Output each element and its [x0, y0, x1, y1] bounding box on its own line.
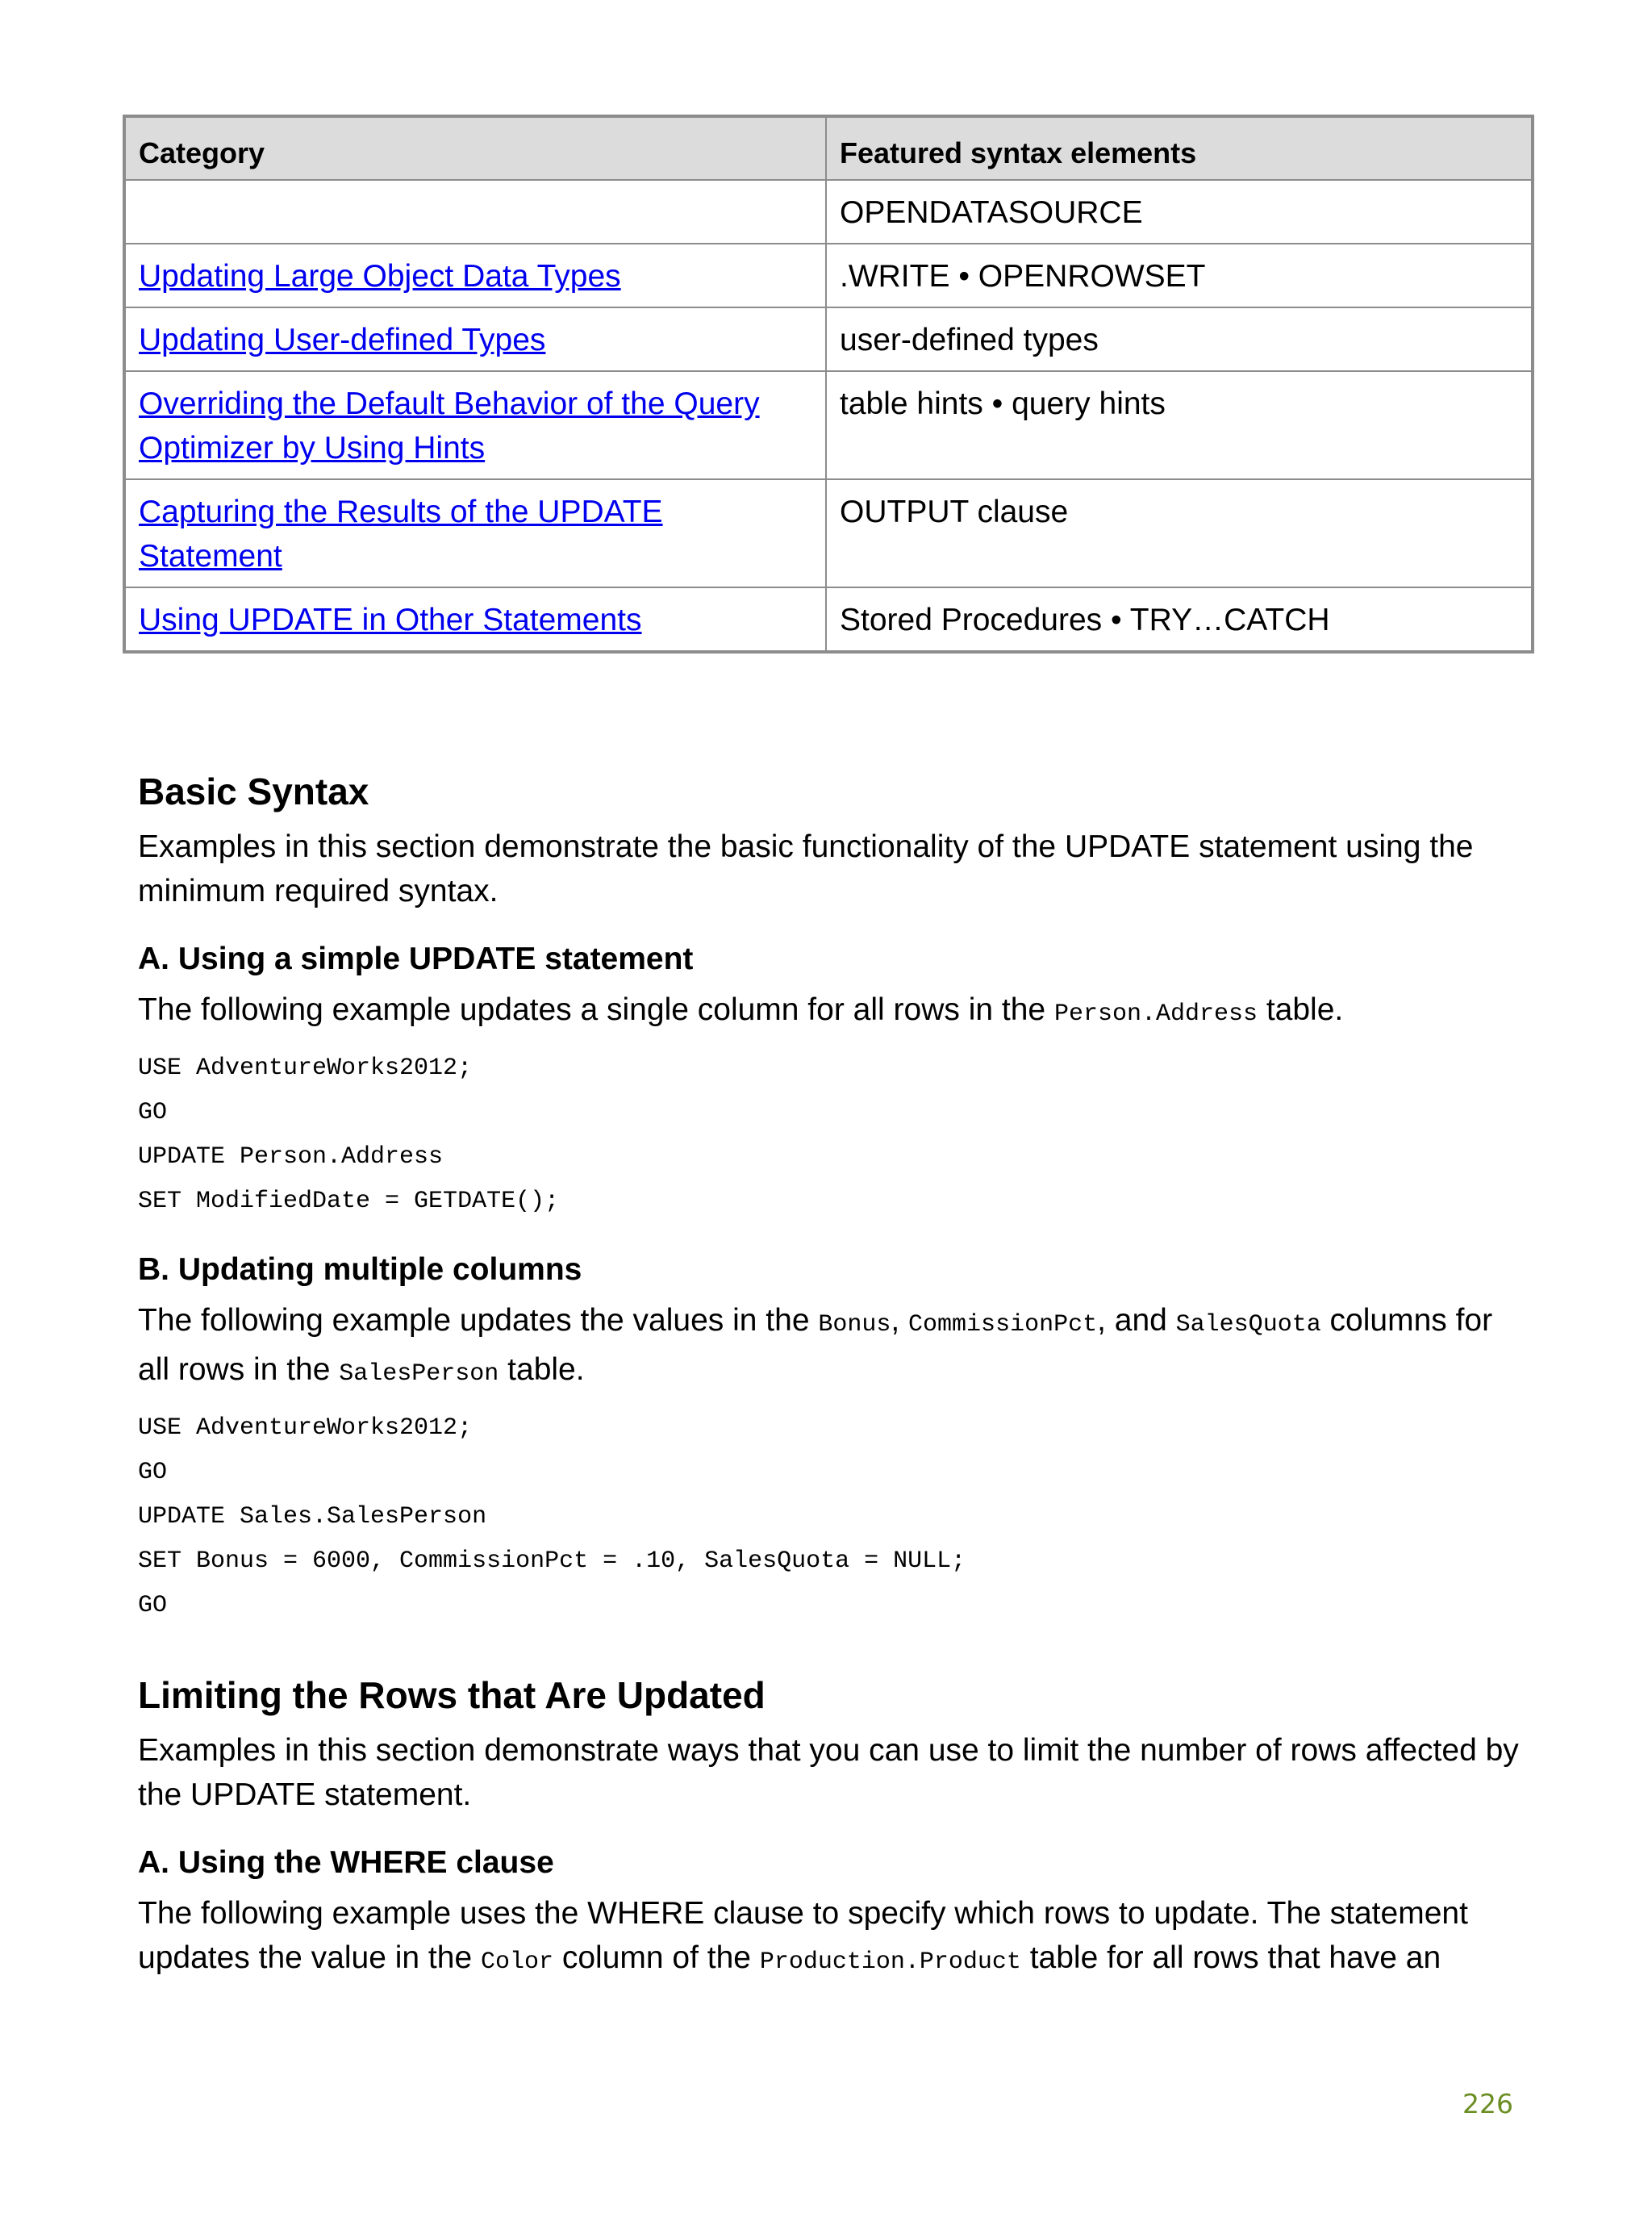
text-span: The following example updates the values in the: [138, 1303, 819, 1338]
table-cell-category: [124, 587, 826, 652]
section-intro: Examples in this section demonstrate ways that you can use to limit the number of rows affected by the UPDATE statement.: [138, 1733, 1519, 1812]
code-line: SET ModifiedDate = GETDATE();: [138, 1188, 560, 1215]
table-row: [124, 307, 1533, 371]
inline-code: SalesQuota: [1175, 1311, 1321, 1339]
table-row: [124, 371, 1533, 479]
inline-code: Production.Product: [759, 1948, 1021, 1976]
table-cell-elements: table hints • query hints: [826, 371, 1533, 479]
link-updating-lob-types[interactable]: Updating Large Object Data Types: [139, 259, 621, 294]
text-span: columns for all rows in the: [138, 1303, 1493, 1387]
link-updating-udt[interactable]: Updating User-defined Types: [139, 323, 546, 357]
table-cell-category: [124, 479, 826, 587]
inline-code: SalesPerson: [339, 1360, 499, 1388]
inline-code: CommissionPct: [908, 1311, 1098, 1339]
text-span: ,: [891, 1303, 909, 1338]
text-span: , and: [1097, 1303, 1176, 1338]
example-heading: A. Using a simple UPDATE statement: [138, 942, 694, 976]
link-capturing-results[interactable]: Capturing the Results of the UPDATE Statement: [139, 495, 663, 574]
table-cell-elements: user-defined types: [826, 307, 1533, 371]
table-cell-elements: Stored Procedures • TRY…CATCH: [826, 587, 1533, 652]
page-number: 226: [1462, 2088, 1513, 2120]
table-row: [124, 244, 1533, 307]
table-cell-elements: OUTPUT clause: [826, 479, 1533, 587]
table-row: [124, 479, 1533, 587]
table-cell-elements: OPENDATASOURCE: [826, 180, 1533, 244]
table-cell-category: [124, 180, 826, 244]
section-intro: Examples in this section demonstrate the basic functionality of the UPDATE statement using the minimum required syntax.: [138, 829, 1474, 908]
table-header-row: [124, 116, 1533, 180]
code-block: [138, 1046, 1525, 1224]
text-span: table.: [499, 1352, 585, 1387]
text-span: column of the: [553, 1940, 760, 1975]
text-span: The following example uses the WHERE clause to specify which rows to update. The statement updates the value in the: [138, 1896, 1468, 1975]
header-category: Category: [124, 116, 826, 180]
link-overriding-query-optimizer[interactable]: Overriding the Default Behavior of the Query Optimizer by Using Hints: [139, 386, 760, 466]
code-block: [138, 1406, 1525, 1628]
example-heading: B. Updating multiple columns: [138, 1252, 582, 1287]
example-description: [138, 1891, 1525, 1985]
inline-code: Bonus: [818, 1311, 891, 1339]
code-line: SET Bonus = 6000, CommissionPct = .10, SalesQuota = NULL;: [138, 1547, 966, 1575]
text-span: The following example updates a single column for all rows in the: [138, 992, 1054, 1027]
code-line: GO: [138, 1459, 168, 1486]
code-line: USE AdventureWorks2012;: [138, 1414, 473, 1442]
section-heading-limiting-rows: Limiting the Rows that Are Updated: [138, 1674, 766, 1716]
table-row: [124, 587, 1533, 652]
inline-code: Color: [480, 1948, 553, 1976]
code-line: UPDATE Sales.SalesPerson: [138, 1503, 487, 1531]
example-description: [138, 1298, 1525, 1397]
link-using-update-other[interactable]: Using UPDATE in Other Statements: [139, 603, 642, 637]
example-description: [138, 988, 1525, 1037]
table-row: [124, 180, 1533, 244]
code-line: GO: [138, 1592, 168, 1619]
inline-code: Person.Address: [1053, 1000, 1258, 1028]
table-cell-category: [124, 244, 826, 307]
main-content: [138, 766, 1525, 1994]
code-line: GO: [138, 1099, 168, 1126]
code-line: USE AdventureWorks2012;: [138, 1055, 473, 1082]
code-line: UPDATE Person.Address: [138, 1143, 444, 1171]
syntax-category-table: [123, 115, 1534, 654]
example-heading: A. Using the WHERE clause: [138, 1845, 554, 1880]
table-cell-category: [124, 371, 826, 479]
table-cell-elements: .WRITE • OPENROWSET: [826, 244, 1533, 307]
table-cell-category: [124, 307, 826, 371]
text-span: table for all rows that have an: [1020, 1940, 1441, 1975]
header-featured-syntax: Featured syntax elements: [826, 116, 1533, 180]
section-heading-basic-syntax: Basic Syntax: [138, 771, 369, 812]
text-span: table.: [1257, 992, 1344, 1027]
